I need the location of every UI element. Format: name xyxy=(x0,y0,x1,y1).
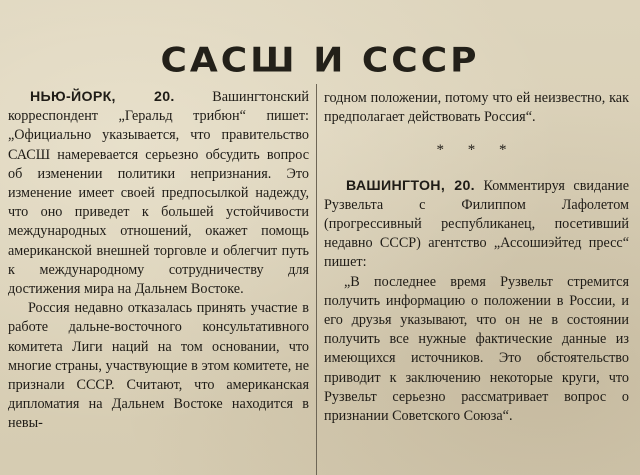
article-headline: САСШ И СССР xyxy=(160,41,480,80)
section-separator: * * * xyxy=(436,142,517,159)
right-column xyxy=(324,89,629,426)
dateline-washington: ВАШИНГТОН, 20. xyxy=(346,177,475,194)
paragraph-washington-text: Комментируя свидание Рузвельта с Филиппом Лафолетом (прогрессивный республиканец, посетивший недавно СССР) агентство „Ассошиэйтед пресс“ пишет: xyxy=(324,177,629,271)
paragraph-russia: Россия недавно отказалась принять участие в работе дальне-восточного консультативного комитета Лиги наций на том основании, что многие страны, участвующие в этом комитете, не признали СССР. Считают, что американская дипломатия на Дальнем Востоке находится в невы- xyxy=(8,300,309,432)
paragraph-continuation: годном положении, потому что ей неизвестно, как предполагает действовать Россия“. xyxy=(324,90,629,126)
paragraph-new-york-text: Вашингтонский корреспондент „Геральд трибюн“ пишет: „Официально указывается, что правительство САСШ намеревается серьезно обсудить вопрос об изменении политики непризнания. Это изменение имеет своей предпосылкой надежду, что оно приведет к большей устойчивости международных отношений, окажет помощь американской внешней торговле и облегчит путь к международному сотрудничеству для достижения мира на Дальнем Востоке. xyxy=(8,89,309,298)
paragraph-quote: „В последнее время Рузвельт стремится получить информацию о положении в России, и его друзья указывают, что он не в состоянии получить все нужные фактические данные из имеющихся источников. Это обстоятельство приводит к заключению некоторые круги, что Рузвельт серьезно рассматривает вопрос о признании Советского Союза“. xyxy=(324,273,629,425)
dateline-new-york: НЬЮ-ЙОРК, 20. xyxy=(30,89,175,105)
paragraph-new-york xyxy=(8,88,309,299)
column-divider xyxy=(316,84,317,475)
paragraph-washington xyxy=(324,177,629,273)
left-column xyxy=(8,88,309,434)
